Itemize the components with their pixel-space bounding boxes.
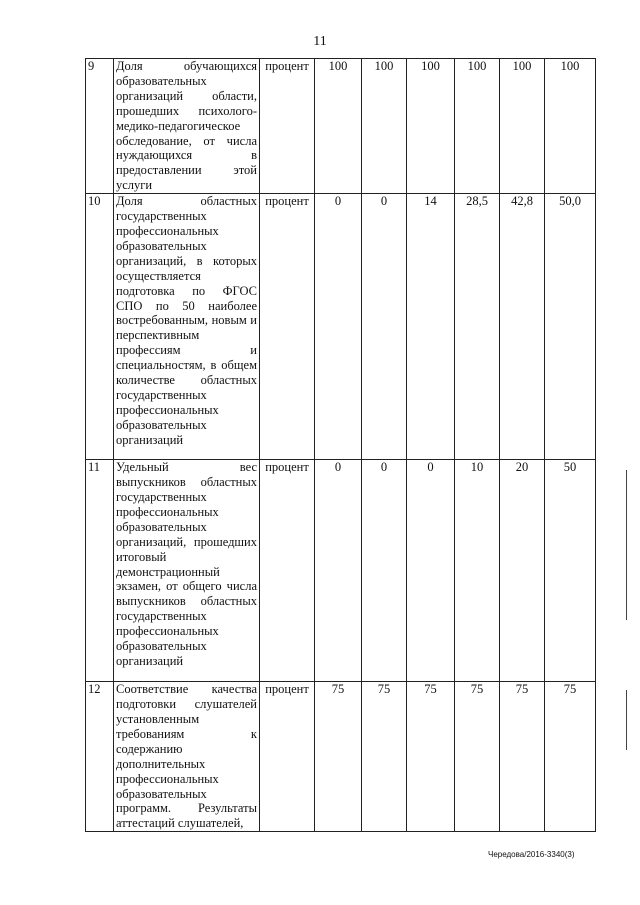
table-row [86, 682, 596, 832]
value-cell: 75 [500, 682, 545, 832]
value-cell: 75 [455, 682, 500, 832]
value-cell: 100 [500, 59, 545, 194]
indicator-description: Соответствие качества подготовки слушателей установленным требованиям к содержанию дополнительных профессиональных образовательных программ. Результаты аттестаций слушателей, [114, 682, 260, 832]
value-cell: 75 [362, 682, 407, 832]
table-row [86, 194, 596, 460]
value-cell: 0 [315, 194, 362, 460]
indicator-description: Доля обучающихся образовательных организаций области, прошедших психолого-медико-педагогическое обследование, от числа нуждающихся в предоставлении этой услуги [114, 59, 260, 194]
value-cell: 0 [362, 194, 407, 460]
indicator-description: Доля областных государственных профессиональных образовательных организаций, в которых осуществляется подготовка по ФГОС СПО по 50 наиболее востребованным, новым и перспективным профессиям и специальностям, в общем количестве областных государственных профессиональных образовательных организаций [114, 194, 260, 460]
unit-cell: процент [260, 460, 315, 682]
value-cell: 14 [407, 194, 455, 460]
page-number: 11 [313, 34, 327, 49]
value-cell: 100 [315, 59, 362, 194]
value-cell: 0 [362, 460, 407, 682]
table-row [86, 460, 596, 682]
value-cell: 75 [545, 682, 596, 832]
indicator-description: Удельный вес выпускников областных государственных профессиональных образовательных организаций, прошедших итоговый демонстрационный экзамен, от общего числа выпускников областных государственных профессиональных образовательных организаций [114, 460, 260, 682]
value-cell: 50,0 [545, 194, 596, 460]
value-cell: 28,5 [455, 194, 500, 460]
row-number: 11 [86, 460, 114, 682]
row-number: 9 [86, 59, 114, 194]
unit-cell: процент [260, 59, 315, 194]
indicators-table [85, 58, 596, 832]
value-cell: 0 [407, 460, 455, 682]
unit-cell: процент [260, 682, 315, 832]
scan-edge-mark [626, 690, 627, 750]
value-cell: 75 [407, 682, 455, 832]
scan-edge-mark [626, 470, 627, 620]
row-number: 12 [86, 682, 114, 832]
value-cell: 100 [362, 59, 407, 194]
value-cell: 50 [545, 460, 596, 682]
value-cell: 100 [545, 59, 596, 194]
value-cell: 10 [455, 460, 500, 682]
value-cell: 42,8 [500, 194, 545, 460]
document-reference: Чередова/2016-3340(3) [488, 850, 575, 859]
value-cell: 75 [315, 682, 362, 832]
value-cell: 100 [407, 59, 455, 194]
value-cell: 20 [500, 460, 545, 682]
row-number: 10 [86, 194, 114, 460]
value-cell: 100 [455, 59, 500, 194]
value-cell: 0 [315, 460, 362, 682]
table-row [86, 59, 596, 194]
unit-cell: процент [260, 194, 315, 460]
